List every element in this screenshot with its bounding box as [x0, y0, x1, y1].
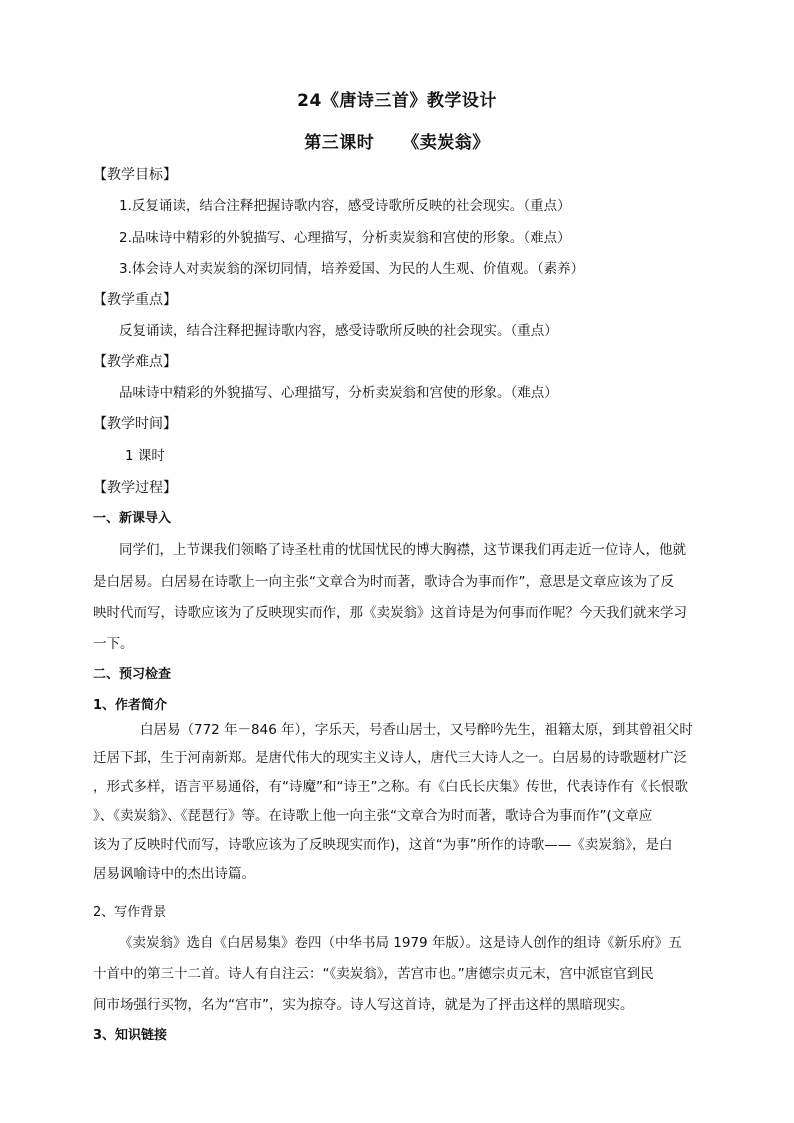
goal-item: 3.体会诗人对卖炭翁的深切同情，培养爱国、为民的人生观、价值观。（素养） — [119, 261, 585, 277]
background-paragraph-line: 间市场强行买物，名为“宫市”，实为掠夺。诗人写这首诗，就是为了抨击这样的黑暗现实。 — [93, 997, 634, 1013]
key-points-text: 反复诵读，结合注释把握诗歌内容，感受诗歌所反映的社会现实。（重点） — [119, 323, 558, 339]
poem-title: 《卖炭翁》 — [402, 133, 490, 153]
process-heading: 【教学过程】 — [93, 480, 177, 496]
intro-paragraph-line: 同学们，上节课我们领略了诗圣杜甫的忧国忧民的博大胸襟，这节课我们再走近一位诗人，他就 — [119, 542, 686, 558]
intro-paragraph-line: 一下。 — [93, 636, 134, 652]
author-paragraph-line: 居易讽喻诗中的杰出诗篇。 — [93, 866, 255, 882]
goals-heading: 【教学目标】 — [93, 167, 177, 183]
lesson-number: 第三课时 — [304, 133, 375, 153]
intro-paragraph-line: 映时代而写，诗歌应该为了反映现实而作，那《卖炭翁》这首诗是为何事而作呢？今天我们就来学习 — [93, 605, 687, 621]
lesson-subtitle — [0, 128, 794, 153]
subsection-author: 1、作者简介 — [93, 698, 168, 713]
author-paragraph-line: 》、《卖炭翁》、《琵琶行》等。在诗歌上他一向主张“文章合为时而著，歌诗合为事而作”(文章应 — [93, 808, 653, 824]
subsection-background: 2、写作背景 — [93, 905, 167, 920]
key-points-heading: 【教学重点】 — [93, 292, 177, 308]
section-new-lesson-intro: 一、新课导入 — [93, 511, 172, 526]
background-paragraph-line: 《卖炭翁》选自《白居易集》卷四（中华书局 1979 年版）。这是诗人创作的组诗《新乐府》五 — [119, 935, 682, 951]
author-paragraph-line: 该为了反映时代而写，诗歌应该为了反映现实而作)，这首“为事”所作的诗歌——《卖炭翁》，是白 — [93, 837, 673, 853]
difficulties-text: 品味诗中精彩的外貌描写、心理描写，分析卖炭翁和宫使的形象。（难点） — [119, 385, 558, 401]
author-paragraph-line: 迁居下邽，生于河南新郑。是唐代伟大的现实主义诗人，唐代三大诗人之一。白居易的诗歌题材广泛 — [93, 750, 687, 766]
subsection-knowledge-link: 3、知识链接 — [93, 1028, 168, 1043]
author-paragraph-line: 白居易（772 年－846 年），字乐天，号香山居士，又号醉吟先生，祖籍太原，到其曾祖父时 — [140, 722, 693, 738]
author-paragraph-line: ，形式多样，语言平易通俗，有“诗魔”和“诗王”之称。有《白氏长庆集》传世，代表诗作有《长恨歌 — [93, 779, 688, 795]
document-title: 24《唐诗三首》教学设计 — [297, 91, 497, 111]
goal-item: 2.品味诗中精彩的外貌描写、心理描写，分析卖炭翁和宫使的形象。（难点） — [119, 230, 571, 246]
goal-item: 1.反复诵读，结合注释把握诗歌内容，感受诗歌所反映的社会现实。（重点） — [119, 198, 571, 214]
difficulties-heading: 【教学难点】 — [93, 354, 177, 370]
intro-paragraph-line: 是白居易。白居易在诗歌上一向主张“文章合为时而著，歌诗合为事而作”，意思是文章应该为了反 — [93, 574, 674, 590]
time-text: 1 课时 — [125, 448, 165, 464]
time-heading: 【教学时间】 — [93, 416, 177, 432]
background-paragraph-line: 十首中的第三十二首。诗人有自注云：“《卖炭翁》，苦宫市也。”唐德宗贞元末，宫中派宦官到民 — [93, 966, 654, 982]
section-preview-check: 二、预习检查 — [93, 667, 172, 682]
